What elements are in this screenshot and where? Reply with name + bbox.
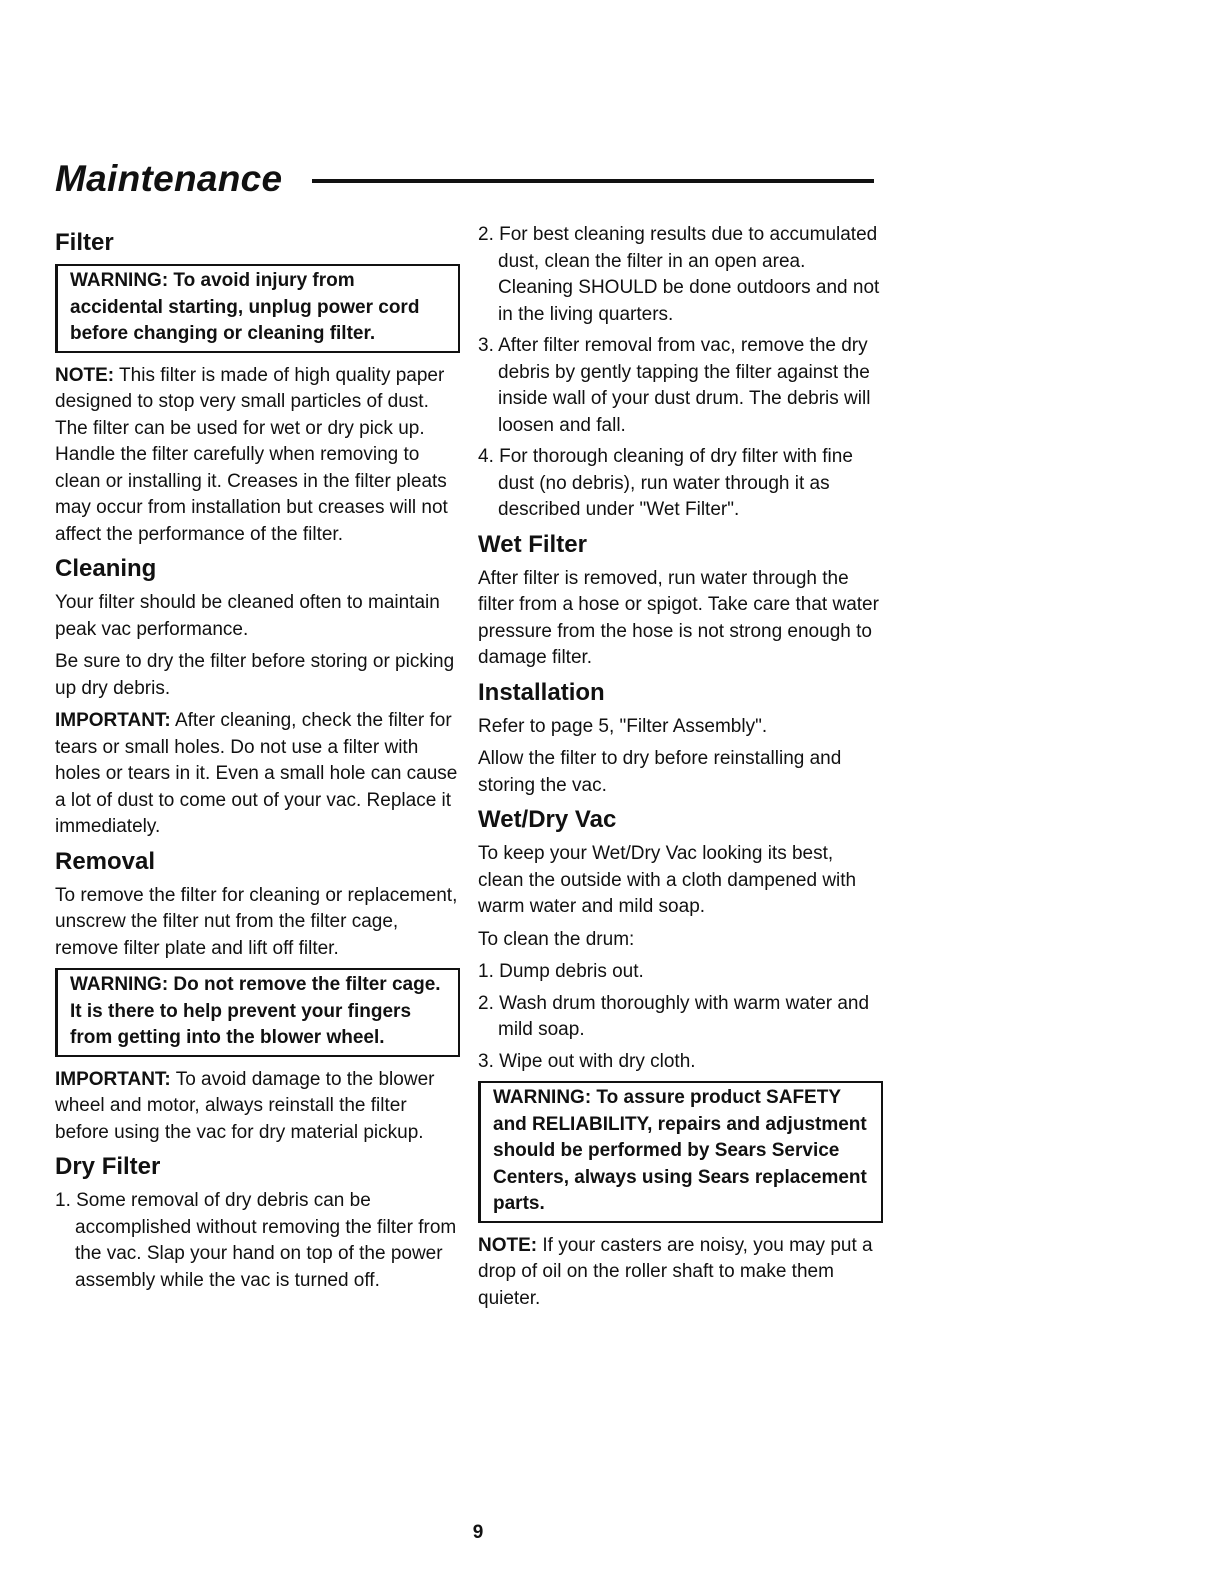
important-label: IMPORTANT: bbox=[55, 710, 171, 731]
cleaning-paragraph-2: Be sure to dry the filter before storing or picking up dry debris. bbox=[55, 651, 455, 699]
note-label: NOTE: bbox=[55, 364, 115, 386]
filter-note bbox=[55, 363, 460, 549]
removal-warning-box: WARNING: Do not remove the filter cage. It is there to help prevent your fingers from getting into the blower wheel. bbox=[55, 968, 460, 1057]
note-label: NOTE: bbox=[478, 1234, 538, 1256]
dry-filter-heading: Dry Filter bbox=[55, 1153, 161, 1180]
installation-paragraph-1: Refer to page 5, "Filter Assembly". bbox=[478, 715, 768, 737]
list-item: 4. For thorough cleaning of dry filter with fine dust (no debris), run water through it as described under "Wet Filter". bbox=[478, 446, 853, 520]
list-item: 2. For best cleaning results due to accumulated dust, clean the filter in an open area. Cleaning SHOULD be done outdoors and not in the living quarters. bbox=[478, 224, 880, 325]
cleaning-heading: Cleaning bbox=[55, 555, 157, 582]
removal-paragraph: To remove the filter for cleaning or replacement, unscrew the filter nut from the filter cage, remove filter plate and lift off filter. bbox=[55, 884, 458, 959]
right-column bbox=[478, 222, 883, 1318]
title-rule bbox=[312, 179, 874, 183]
dry-filter-list-right bbox=[478, 222, 883, 524]
casters-note bbox=[478, 1233, 883, 1313]
wet-filter-paragraph: After filter is removed, run water through the filter from a hose or spigot. Take care that water pressure from the hose is not strong enough to damage filter. bbox=[478, 567, 879, 668]
list-item: 1. Dump debris out. bbox=[478, 961, 644, 982]
page-title: Maintenance bbox=[55, 158, 283, 199]
important-text: To avoid damage to the blower wheel and motor, always reinstall the filter before using the vac for dry material pickup. bbox=[55, 1068, 435, 1143]
wet-dry-vac-paragraph-1: To keep your Wet/Dry Vac looking its best, clean the outside with a cloth dampened with warm water and mild soap. bbox=[478, 843, 857, 917]
list-item: 3. Wipe out with dry cloth. bbox=[478, 1050, 696, 1072]
list-item: 3. After filter removal from vac, remove the dry debris by gently tapping the filter against the inside wall of your dust drum. The debris will loosen and fall. bbox=[478, 335, 871, 436]
left-column bbox=[55, 222, 460, 1300]
wet-filter-heading: Wet Filter bbox=[478, 530, 587, 558]
important-text: After cleaning, check the filter for tears or small holes. Do not use a filter with holes or tears in it. Even a small hole can cause a lot of dust to come out of your vac. Replace it immediately. bbox=[55, 710, 458, 837]
important-label: IMPORTANT: bbox=[55, 1068, 171, 1090]
filter-heading: Filter bbox=[55, 229, 114, 256]
installation-paragraph-2: Allow the filter to dry before reinstalling and storing the vac. bbox=[478, 748, 842, 796]
filter-warning-box: WARNING: To avoid injury from accidental starting, unplug power cord before changing or cleaning filter. bbox=[55, 264, 460, 353]
note-text: If your casters are noisy, you may put a drop of oil on the roller shaft to make them quieter. bbox=[478, 1234, 873, 1309]
cleaning-important bbox=[55, 708, 460, 841]
dry-filter-list-left bbox=[55, 1188, 460, 1294]
removal-important bbox=[55, 1067, 460, 1147]
drum-cleaning-list bbox=[478, 959, 883, 1075]
list-item: 2. Wash drum thoroughly with warm water and mild soap. bbox=[478, 992, 870, 1040]
list-item: 1. Some removal of dry debris can be accomplished without removing the filter from the vac. Slap your hand on top of the power assembly while the vac is turned off. bbox=[55, 1190, 457, 1291]
removal-heading: Removal bbox=[55, 847, 156, 875]
wet-dry-vac-paragraph-2: To clean the drum: bbox=[478, 928, 635, 950]
page-number: 9 bbox=[472, 1522, 484, 1543]
cleaning-paragraph-1: Your filter should be cleaned often to maintain peak vac performance. bbox=[55, 592, 440, 640]
note-text: This filter is made of high quality paper designed to stop very small particles of dust. The filter can be used for wet or dry pick up. Handle the filter carefully when removing to clean or installing it. Creases in the filter pleats may occur from installation but creases will not affect the performance of the filter. bbox=[55, 364, 448, 545]
service-warning-box: WARNING: To assure product SAFETY and RELIABILITY, repairs and adjustment should be performed by Sears Service Centers, always using Sears replacement parts. bbox=[478, 1081, 883, 1223]
wet-dry-vac-heading: Wet/Dry Vac bbox=[478, 806, 617, 833]
installation-heading: Installation bbox=[478, 678, 605, 706]
